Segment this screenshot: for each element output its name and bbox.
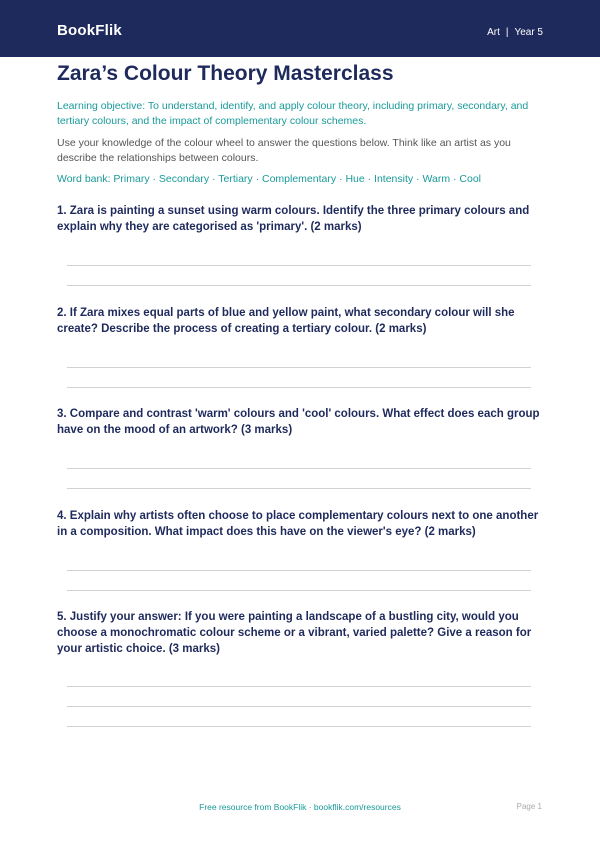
brand-logo-text: BookFlik: [57, 22, 122, 39]
answer-line[interactable]: [67, 706, 531, 707]
learning-objective: Learning objective: To understand, identify, and apply colour theory, including primary, secondary, and tertiary colours, and the impact of complementary colour schemes.: [57, 100, 529, 127]
question-4: [57, 508, 547, 540]
header-bar: [0, 0, 600, 57]
question-5: [57, 609, 547, 657]
question-text: 5. Justify your answer: If you were painting a landscape of a bustling city, would you choose a monochromatic colour scheme or a vibrant, varied palette? Give a reason for your artistic choice. (3 marks): [57, 611, 532, 655]
answer-line[interactable]: [67, 285, 531, 286]
subject-label: Art: [487, 27, 500, 38]
worksheet-title: Zara’s Colour Theory Masterclass: [57, 62, 394, 85]
word-bank: Word bank: Primary · Secondary · Tertiary · Complementary · Hue · Intensity · Warm · Cool: [57, 173, 482, 185]
answer-line[interactable]: [67, 367, 531, 368]
question-text: 3. Compare and contrast 'warm' colours and 'cool' colours. What effect does each group have on the mood of an artwork? (3 marks): [57, 408, 540, 436]
year-label: Year 5: [514, 27, 543, 38]
subject-year-label: [487, 27, 543, 38]
question-text: 1. Zara is painting a sunset using warm colours. Identify the three primary colours and explain why they are categorised as 'primary'. (2 marks): [57, 205, 530, 233]
answer-line[interactable]: [67, 726, 531, 727]
footer-resource-link[interactable]: Free resource from BookFlik · bookflik.com/resources: [199, 802, 401, 812]
answer-line[interactable]: [67, 265, 531, 266]
answer-line[interactable]: [67, 488, 531, 489]
question-3: [57, 406, 547, 438]
question-1: [57, 203, 547, 235]
instructions-text: Use your knowledge of the colour wheel to answer the questions below. Think like an artist as you describe the relationships between colours.: [57, 137, 511, 164]
question-text: 2. If Zara mixes equal parts of blue and yellow paint, what secondary colour will she create? Describe the process of creating a tertiary colour. (2 marks): [57, 307, 515, 335]
answer-line[interactable]: [67, 570, 531, 571]
answer-line[interactable]: [67, 387, 531, 388]
answer-line[interactable]: [67, 686, 531, 687]
page-number: Page 1: [516, 802, 542, 811]
meta-separator: |: [505, 27, 509, 38]
answer-line[interactable]: [67, 468, 531, 469]
question-2: [57, 305, 547, 337]
question-text: 4. Explain why artists often choose to place complementary colours next to one another in a composition. What impact does this have on the viewer's eye? (2 marks): [57, 510, 539, 538]
answer-line[interactable]: [67, 590, 531, 591]
